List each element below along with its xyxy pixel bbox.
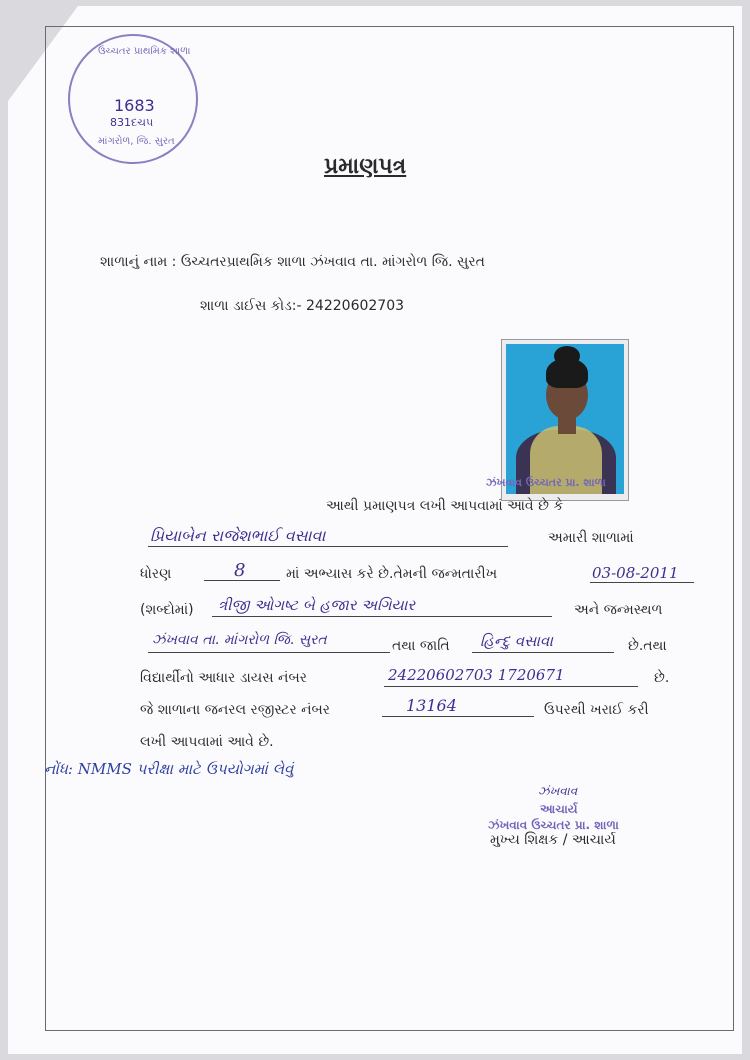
- stamp-school: ઝંખવાવ ઉચ્ચતર પ્રા. શાળા: [488, 818, 619, 832]
- register-line: [382, 716, 534, 717]
- stamp-bottom-text: માંગરોળ, જિ. સુરત: [98, 136, 175, 147]
- standard-label: ધોરણ: [140, 566, 172, 582]
- birthplace-value: ઝંખવાવ તા. માંગરોળ જિ. સુરત: [152, 632, 327, 648]
- stamp-title: આચાર્ય: [540, 802, 578, 816]
- standard-line: [204, 580, 280, 581]
- student-name-value: પ્રિયાબેન રાજેશભાઈ વસાવા: [150, 526, 326, 545]
- standard-value: 8: [234, 560, 246, 581]
- caste-line: [472, 652, 614, 653]
- dise-code-line: શાળા ડાઈસ કોડ:- 24220602703: [200, 298, 405, 314]
- closing-text: લખી આપવામાં આવે છે.: [140, 734, 274, 750]
- student-name-line: [148, 546, 508, 547]
- signatory-role: મુખ્ય શિક્ષક / આચાર્ય: [490, 832, 616, 848]
- is-label: છે.: [654, 670, 670, 686]
- caste-label: તથા જાતિ: [392, 638, 450, 654]
- aadhaar-label: વિદ્યાર્થીનો આધાર ડાયસ નંબર: [140, 670, 307, 686]
- stamp-number: 1683: [114, 96, 155, 115]
- and-label: છે.તથા: [628, 638, 667, 654]
- school-name-line: શાળાનું નામ : ઉચ્ચતરપ્રાથમિક શાળા ઝંખવાવ તા. માંગરોળ જિ. સુરત: [100, 254, 485, 270]
- page-title: પ્રમાણપત્ર: [324, 154, 407, 179]
- signature: ઝંખવાવ: [538, 784, 578, 798]
- aadhaar-line: [384, 686, 638, 687]
- birthplace-line: [148, 652, 390, 653]
- register-label: જે શાળાના જનરલ રજીસ્ટર નંબર: [140, 702, 331, 718]
- our-school-label: અમારી શાળામાં: [548, 530, 634, 546]
- certificate-intro: આથી પ્રમાણપત્ર લખી આપવામાં આવે છે કે: [326, 498, 564, 514]
- dob-line: [590, 582, 694, 583]
- school-seal-stamp: [68, 34, 198, 164]
- dob-value: 03-08-2011: [592, 564, 679, 582]
- photo-stamp-text: ઝંખવાવ ઉચ્ચતર પ્રા. શાળા: [486, 476, 606, 489]
- stamp-sub-number: 831દચ૫: [110, 116, 154, 129]
- register-value: 13164: [406, 696, 457, 715]
- dob-words-value: ત્રીજી ઓગષ્ટ બે હજાર અગિયાર: [218, 596, 416, 614]
- handwritten-note: નોંધ: NMMS પરીક્ષા માટે ઉપયોગમાં લેવું: [44, 760, 294, 778]
- dob-words-line: [212, 616, 552, 617]
- caste-value: હિન્દુ વસાવા: [480, 632, 553, 650]
- certificate-sheet: [8, 6, 742, 1054]
- studying-text: માં અભ્યાસ કરે છે.તેમની જન્મતારીખ: [286, 566, 498, 582]
- stamp-ring-text: ઉચ્ચતર પ્રાથમિક શાળા: [98, 46, 191, 57]
- birthplace-label: અને જન્મસ્થળ: [574, 602, 663, 618]
- aadhaar-value: 24220602703 1720671: [388, 666, 565, 684]
- dob-words-label: (શબ્દોમાં): [140, 602, 194, 618]
- verified-label: ઉપરથી ખરાઈ કરી: [544, 702, 649, 718]
